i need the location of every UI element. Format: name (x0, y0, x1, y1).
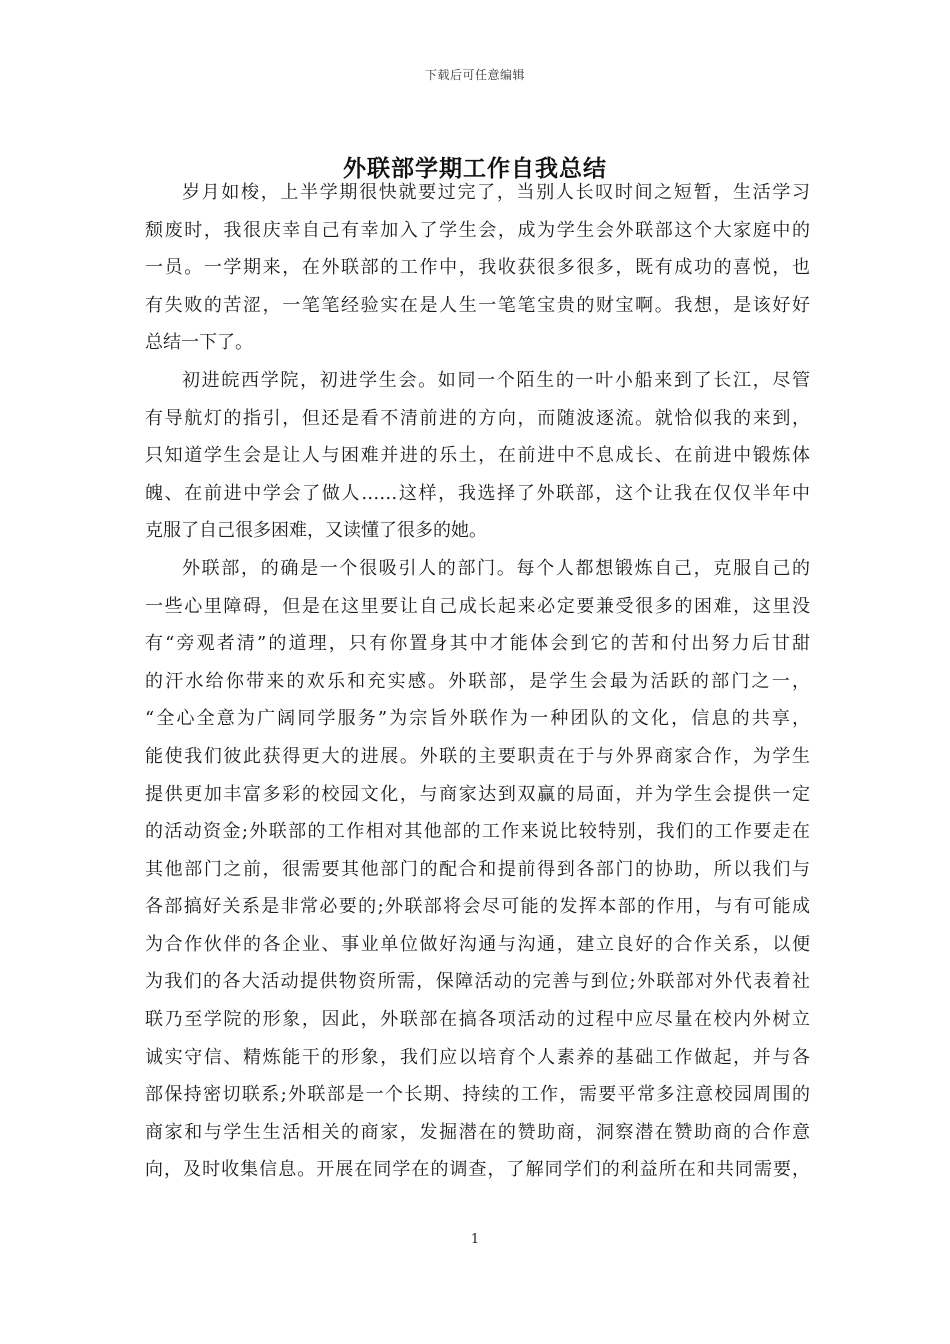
paragraph-3-line-6: 能使我们彼此获得更大的进展。外联的主要职责在于与外界商家合作，为学生 (145, 745, 810, 767)
paragraph-3-line-14: 诚实守信、精炼能干的形象，我们应以培育个人素养的基础工作做起，并与各 (145, 1046, 810, 1068)
paragraph-3-line-17: 向，及时收集信息。开展在同学在的调查，了解同学们的利益所在和共同需要， (145, 1159, 810, 1181)
paragraph-3-line-10: 各部搞好关系是非常必要的;外联部将会尽可能的发挥本部的作用，与有可能成 (145, 896, 810, 918)
document-body (145, 174, 810, 1189)
paragraph-3-line-8: 的活动资金;外联部的工作相对其他部的工作来说比较特别，我们的工作要走在 (145, 821, 810, 843)
paragraph-2-line-5: 克服了自己很多困难，又读懂了很多的她。 (145, 520, 487, 542)
paragraph-3-line-13: 联乃至学院的形象，因此，外联部在搞各项活动的过程中应尽量在校内外树立 (145, 1009, 810, 1031)
paragraph-3-line-3: 有“旁观者清”的道理，只有你置身其中才能体会到它的苦和付出努力后甘甜 (145, 633, 810, 655)
paragraph-3-line-7: 提供更加丰富多彩的校园文化，与商家达到双赢的局面，并为学生会提供一定 (145, 783, 810, 805)
paragraph-2-line-3: 只知道学生会是让人与困难并进的乐土，在前进中不息成长、在前进中锻炼体 (145, 445, 810, 467)
paragraph-3-line-2: 一些心里障碍，但是在这里要让自己成长起来必定要兼受很多的困难，这里没 (145, 595, 810, 617)
paragraph-1-line-1: 岁月如梭，上半学期很快就要过完了，当别人长叹时间之短暂，生活学习 (182, 182, 810, 203)
document-title: 外联部学期工作自我总结 (343, 155, 607, 182)
paragraph-2-line-1: 初进皖西学院，初进学生会。如同一个陌生的一叶小船来到了长江，尽管 (182, 369, 810, 391)
page-number: 1 (470, 1232, 480, 1247)
header-note: 下载后可任意编辑 (424, 68, 525, 82)
paragraph-3-line-16: 商家和与学生生活相关的商家，发掘潜在的赞助商，洞察潜在赞助商的合作意 (145, 1121, 810, 1143)
paragraph-3-line-4: 的汗水给你带来的欢乐和充实感。外联部，是学生会最为活跃的部门之一， (145, 670, 810, 692)
paragraph-1-line-3: 一员。一学期来，在外联部的工作中，我收获很多很多，既有成功的喜悦，也 (145, 257, 810, 279)
paragraph-1-line-4: 有失败的苦涩，一笔笔经验实在是人生一笔笔宝贵的财宝啊。我想，是该好好 (145, 294, 810, 316)
paragraph-3-line-15: 部保持密切联系;外联部是一个长期、持续的工作，需要平常多注意校园周围的 (145, 1084, 810, 1106)
paragraph-1-line-2: 颓废时，我很庆幸自己有幸加入了学生会，成为学生会外联部这个大家庭中的 (145, 219, 810, 241)
paragraph-2-line-4: 魄、在前进中学会了做人……这样，我选择了外联部，这个让我在仅仅半年中 (145, 482, 810, 504)
paragraph-3-line-11: 为合作伙伴的各企业、事业单位做好沟通与沟通，建立良好的合作关系，以便 (145, 933, 810, 955)
paragraph-1-line-5: 总结一下了。 (145, 332, 253, 354)
paragraph-3-line-12: 为我们的各大活动提供物资所需，保障活动的完善与到位;外联部对外代表着社 (145, 971, 810, 993)
paragraph-3-line-5: “全心全意为广阔同学服务”为宗旨外联作为一种团队的文化，信息的共享， (145, 708, 810, 730)
paragraph-2-line-2: 有导航灯的指引，但还是看不清前进的方向，而随波逐流。就恰似我的来到， (145, 407, 810, 429)
paragraph-3-line-9: 其他部门之前，很需要其他部门的配合和提前得到各部门的协助，所以我们与 (145, 858, 810, 880)
paragraph-3-line-1: 外联部，的确是一个很吸引人的部门。每个人都想锻炼自己，克服自己的 (182, 557, 810, 579)
